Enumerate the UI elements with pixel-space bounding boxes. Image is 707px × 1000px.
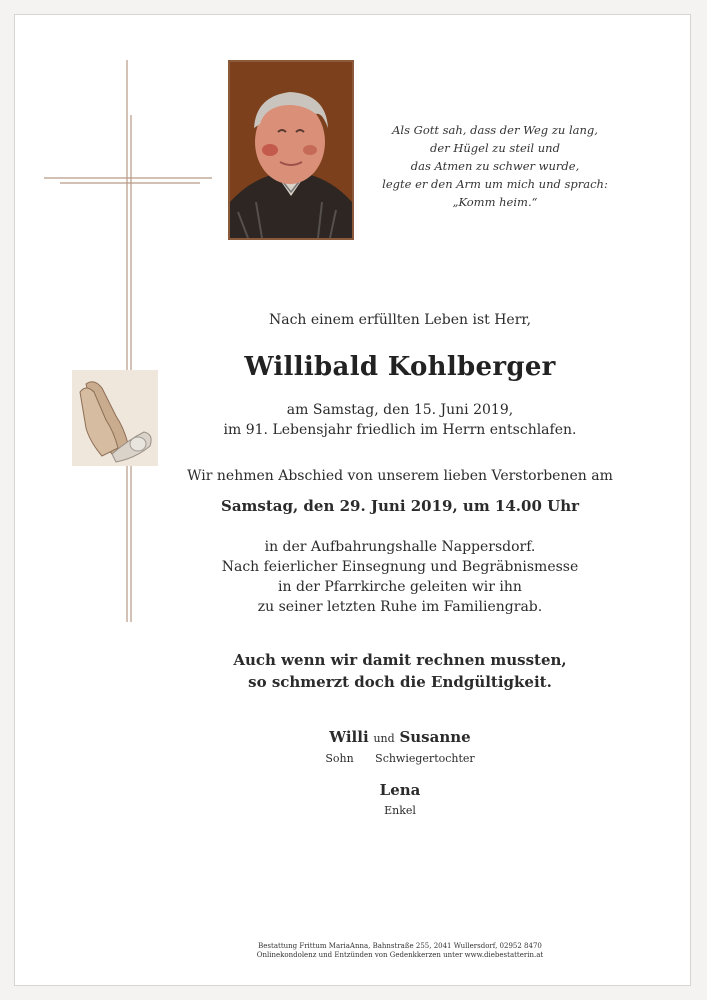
funeral-date: Samstag, den 29. Juni 2019, um 14.00 Uhr xyxy=(220,497,580,515)
family-role: Schwiegertochter xyxy=(375,752,475,765)
praying-hands-image xyxy=(72,370,158,466)
quote-line: so schmerzt doch die Endgültigkeit. xyxy=(248,673,552,691)
farewell-text: Wir nehmen Abschied von unserem lieben Verstorbenen am xyxy=(187,468,613,484)
portrait-image xyxy=(230,62,352,238)
family-joiner: und xyxy=(373,732,395,745)
family-member-name: Lena xyxy=(379,781,421,799)
footer-address: Bestattung Frittum MariaAnna, Bahnstraße 255, 2041 Wullersdorf, 02952 8470 xyxy=(258,942,542,950)
poem-line: das Atmen zu schwer wurde, xyxy=(410,159,580,173)
death-age: im 91. Lebensjahr friedlich im Herrn entschlafen. xyxy=(223,422,577,438)
place-line: in der Aufbahrungshalle Nappersdorf. xyxy=(264,539,536,555)
deceased-name: Willibald Kohlberger xyxy=(244,352,556,382)
family-member-name: Susanne xyxy=(399,728,471,746)
poem-line: legte er den Arm um mich und sprach: xyxy=(382,177,608,191)
closing-quote xyxy=(150,649,650,693)
family-roles xyxy=(150,752,650,765)
death-date: am Samstag, den 15. Juni 2019, xyxy=(286,402,514,418)
quote-line: Auch wenn wir damit rechnen mussten, xyxy=(233,651,567,669)
portrait-photo xyxy=(228,60,354,240)
family-member-name: Willi xyxy=(329,728,369,746)
family-role: Enkel xyxy=(384,804,416,817)
death-details xyxy=(150,400,650,440)
family-names xyxy=(150,728,650,746)
place-line: in der Pfarrkirche geleiten wir ihn xyxy=(278,579,522,595)
family-role: Sohn xyxy=(325,752,354,765)
poem xyxy=(380,121,610,211)
poem-line: der Hügel zu steil und xyxy=(430,141,560,155)
funeral-place xyxy=(150,537,650,617)
footer xyxy=(150,942,650,960)
intro-text: Nach einem erfüllten Leben ist Herr, xyxy=(268,312,532,328)
place-line: Nach feierlicher Einsegnung und Begräbnismesse xyxy=(221,559,579,575)
poem-line: Als Gott sah, dass der Weg zu lang, xyxy=(392,123,598,137)
place-line: zu seiner letzten Ruhe im Familiengrab. xyxy=(257,599,543,615)
poem-line: „Komm heim.“ xyxy=(452,195,538,209)
footer-website: Onlinekondolenz und Entzünden von Gedenkkerzen unter www.diebestatterin.at xyxy=(256,951,544,959)
